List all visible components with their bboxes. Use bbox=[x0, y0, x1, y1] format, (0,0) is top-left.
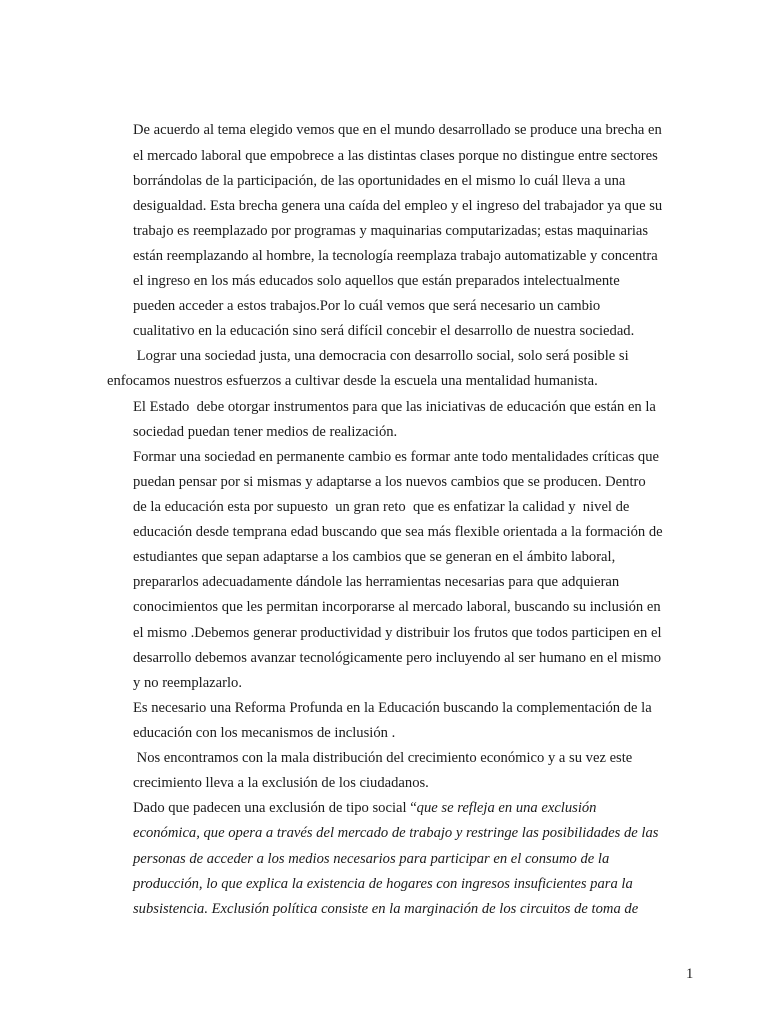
text-line: Es necesario una Reforma Profunda en la Educación buscando la complementación de la bbox=[133, 700, 652, 716]
text-line: educación desde temprana edad buscando que sea más flexible orientada a la formación de bbox=[133, 524, 663, 540]
text-line: educación con los mecanismos de inclusión . bbox=[133, 725, 396, 741]
text-line: crecimiento lleva a la exclusión de los ciudadanos. bbox=[133, 775, 429, 791]
quote-text: que se refleja en una exclusión bbox=[416, 800, 597, 816]
text-line: Lograr una sociedad justa, una democracia con desarrollo social, solo será posible si bbox=[133, 348, 629, 364]
text-line: Formar una sociedad en permanente cambio es formar ante todo mentalidades críticas que bbox=[133, 449, 659, 465]
quote-lead-text: Dado que padecen una exclusión de tipo social “ bbox=[133, 800, 417, 816]
quote-line: producción, lo que explica la existencia de hogares con ingresos insuficientes para la bbox=[133, 876, 633, 892]
text-line: El Estado debe otorgar instrumentos para que las iniciativas de educación que están en la bbox=[133, 399, 656, 415]
text-line: estudiantes que sepan adaptarse a los cambios que se generan en el ámbito laboral, bbox=[133, 549, 616, 565]
text-line: desigualdad. Esta brecha genera una caída del empleo y el ingreso del trabajador ya que su bbox=[133, 198, 663, 214]
text-line: pueden acceder a estos trabajos.Por lo cuál vemos que será necesario un cambio bbox=[133, 298, 601, 314]
text-line: están reemplazando al hombre, la tecnología reemplaza trabajo automatizable y concentra bbox=[133, 248, 658, 264]
text-line: desarrollo debemos avanzar tecnológicamente pero incluyendo al ser humano en el mismo bbox=[133, 650, 662, 666]
text-line: el mismo .Debemos generar productividad y distribuir los frutos que todos participen en el bbox=[133, 625, 662, 641]
text-line: De acuerdo al tema elegido vemos que en el mundo desarrollado se produce una brecha en bbox=[133, 122, 662, 138]
text-line: prepararlos adecuadamente dándole las herramientas necesarias para que adquieran bbox=[133, 574, 620, 590]
text-line: trabajo es reemplazado por programas y maquinarias computarizadas; estas maquinarias bbox=[133, 223, 649, 239]
text-line: conocimientos que les permitan incorporarse al mercado laboral, buscando su inclusión en bbox=[133, 599, 661, 615]
text-line: el ingreso en los más educados solo aquellos que están preparados intelectualmente bbox=[133, 273, 620, 289]
quote-line: económica, que opera a través del mercado de trabajo y restringe las posibilidades de las bbox=[133, 825, 659, 841]
text-line: borrándolas de la participación, de las oportunidades en el mismo lo cuál lleva a una bbox=[133, 173, 626, 189]
quote-line: personas de acceder a los medios necesarios para participar en el consumo de la bbox=[133, 851, 610, 867]
text-line: cualitativo en la educación sino será difícil concebir el desarrollo de nuestra sociedad. bbox=[133, 323, 635, 339]
text-line: Nos encontramos con la mala distribución del crecimiento económico y a su vez este bbox=[133, 750, 633, 766]
text-line: y no reemplazarlo. bbox=[133, 675, 242, 691]
text-line: de la educación esta por supuesto un gran reto que es enfatizar la calidad y nivel de bbox=[133, 499, 630, 515]
text-line: enfocamos nuestros esfuerzos a cultivar desde la escuela una mentalidad humanista. bbox=[107, 373, 598, 389]
text-line: sociedad puedan tener medios de realización. bbox=[133, 424, 398, 440]
quote-start-line bbox=[133, 799, 596, 817]
quote-line: subsistencia. Exclusión política consiste en la marginación de los circuitos de toma de bbox=[133, 901, 639, 917]
text-line: puedan pensar por si mismas y adaptarse a los nuevos cambios que se producen. Dentro bbox=[133, 474, 646, 490]
page-number: 1 bbox=[686, 966, 694, 982]
text-line: el mercado laboral que empobrece a las distintas clases porque no distingue entre sectores bbox=[133, 148, 658, 164]
